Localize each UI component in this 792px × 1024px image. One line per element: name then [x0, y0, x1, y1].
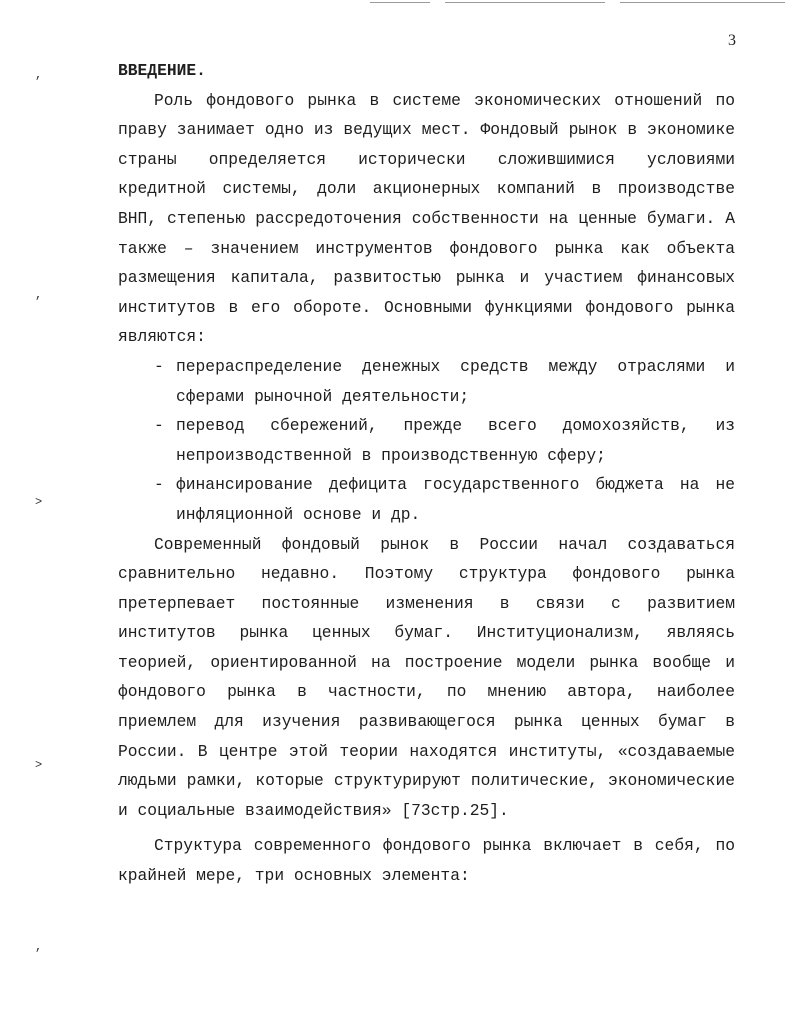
bullet-dash: -: [154, 416, 164, 436]
margin-mark: ,: [35, 68, 43, 82]
bullet-dash: -: [154, 475, 164, 495]
bullet-dash: -: [154, 356, 164, 376]
section-heading: ВВЕДЕНИЕ.: [118, 61, 206, 80]
scan-edge-line: [445, 2, 605, 3]
list-item: [118, 352, 735, 411]
list-item: [118, 470, 735, 529]
paragraph-intro: Роль фондового рынка в системе экономических отношений по праву занимает одно из ведущих мест. Фондовый рынок в экономике страны определяется исторически сложившимися условиями кредитной системы, доли акционерных компаний в производстве ВНП, степенью рассредоточения собственности на ценные бумаги. А также – значением инструментов фондового рынка как объекта размещения капитала, развитостью рынка и участием финансовых институтов в его обороте. Основными функциями фондового рынка являются:: [118, 90, 735, 347]
margin-mark: >: [35, 758, 43, 772]
list-item: [118, 411, 735, 470]
margin-mark: ,: [35, 288, 43, 302]
paragraph-modern-market: Современный фондовый рынок в России начал создаваться сравнительно недавно. Поэтому структура фондового рынка претерпевает постоянные изменения в связи с развитием институтов рынка ценных бумаг. Институционализм, являясь теорией, ориентированной на построение модели рынка вообще и фондового рынка в частности, по мнению автора, наиболее приемлем для изучения развивающегося рынка ценных бумаг в России. В центре этой теории находятся институты, «создаваемые людьми рамки, которые структурируют политические, экономические и социальные взаимодействия» [73стр.25].: [118, 534, 735, 820]
list-item-text: перевод сбережений, прежде всего домохозяйств, из непроизводственной в производственную сферу;: [176, 416, 735, 465]
scan-edge-line: [370, 2, 430, 3]
functions-list: [118, 352, 735, 530]
scan-edge-line: [620, 2, 785, 3]
paragraph-structure: Структура современного фондового рынка включает в себя, по крайней мере, три основных элемента:: [118, 836, 735, 886]
list-item-text: перераспределение денежных средств между отраслями и сферами рыночной деятельности;: [176, 356, 735, 406]
margin-mark: >: [35, 495, 43, 509]
margin-mark: ,: [35, 940, 43, 954]
page-number: 3: [728, 32, 736, 49]
list-item-text: финансирование дефицита государственного бюджета на не инфляционной основе и др.: [176, 475, 735, 524]
document-body: [118, 56, 735, 891]
